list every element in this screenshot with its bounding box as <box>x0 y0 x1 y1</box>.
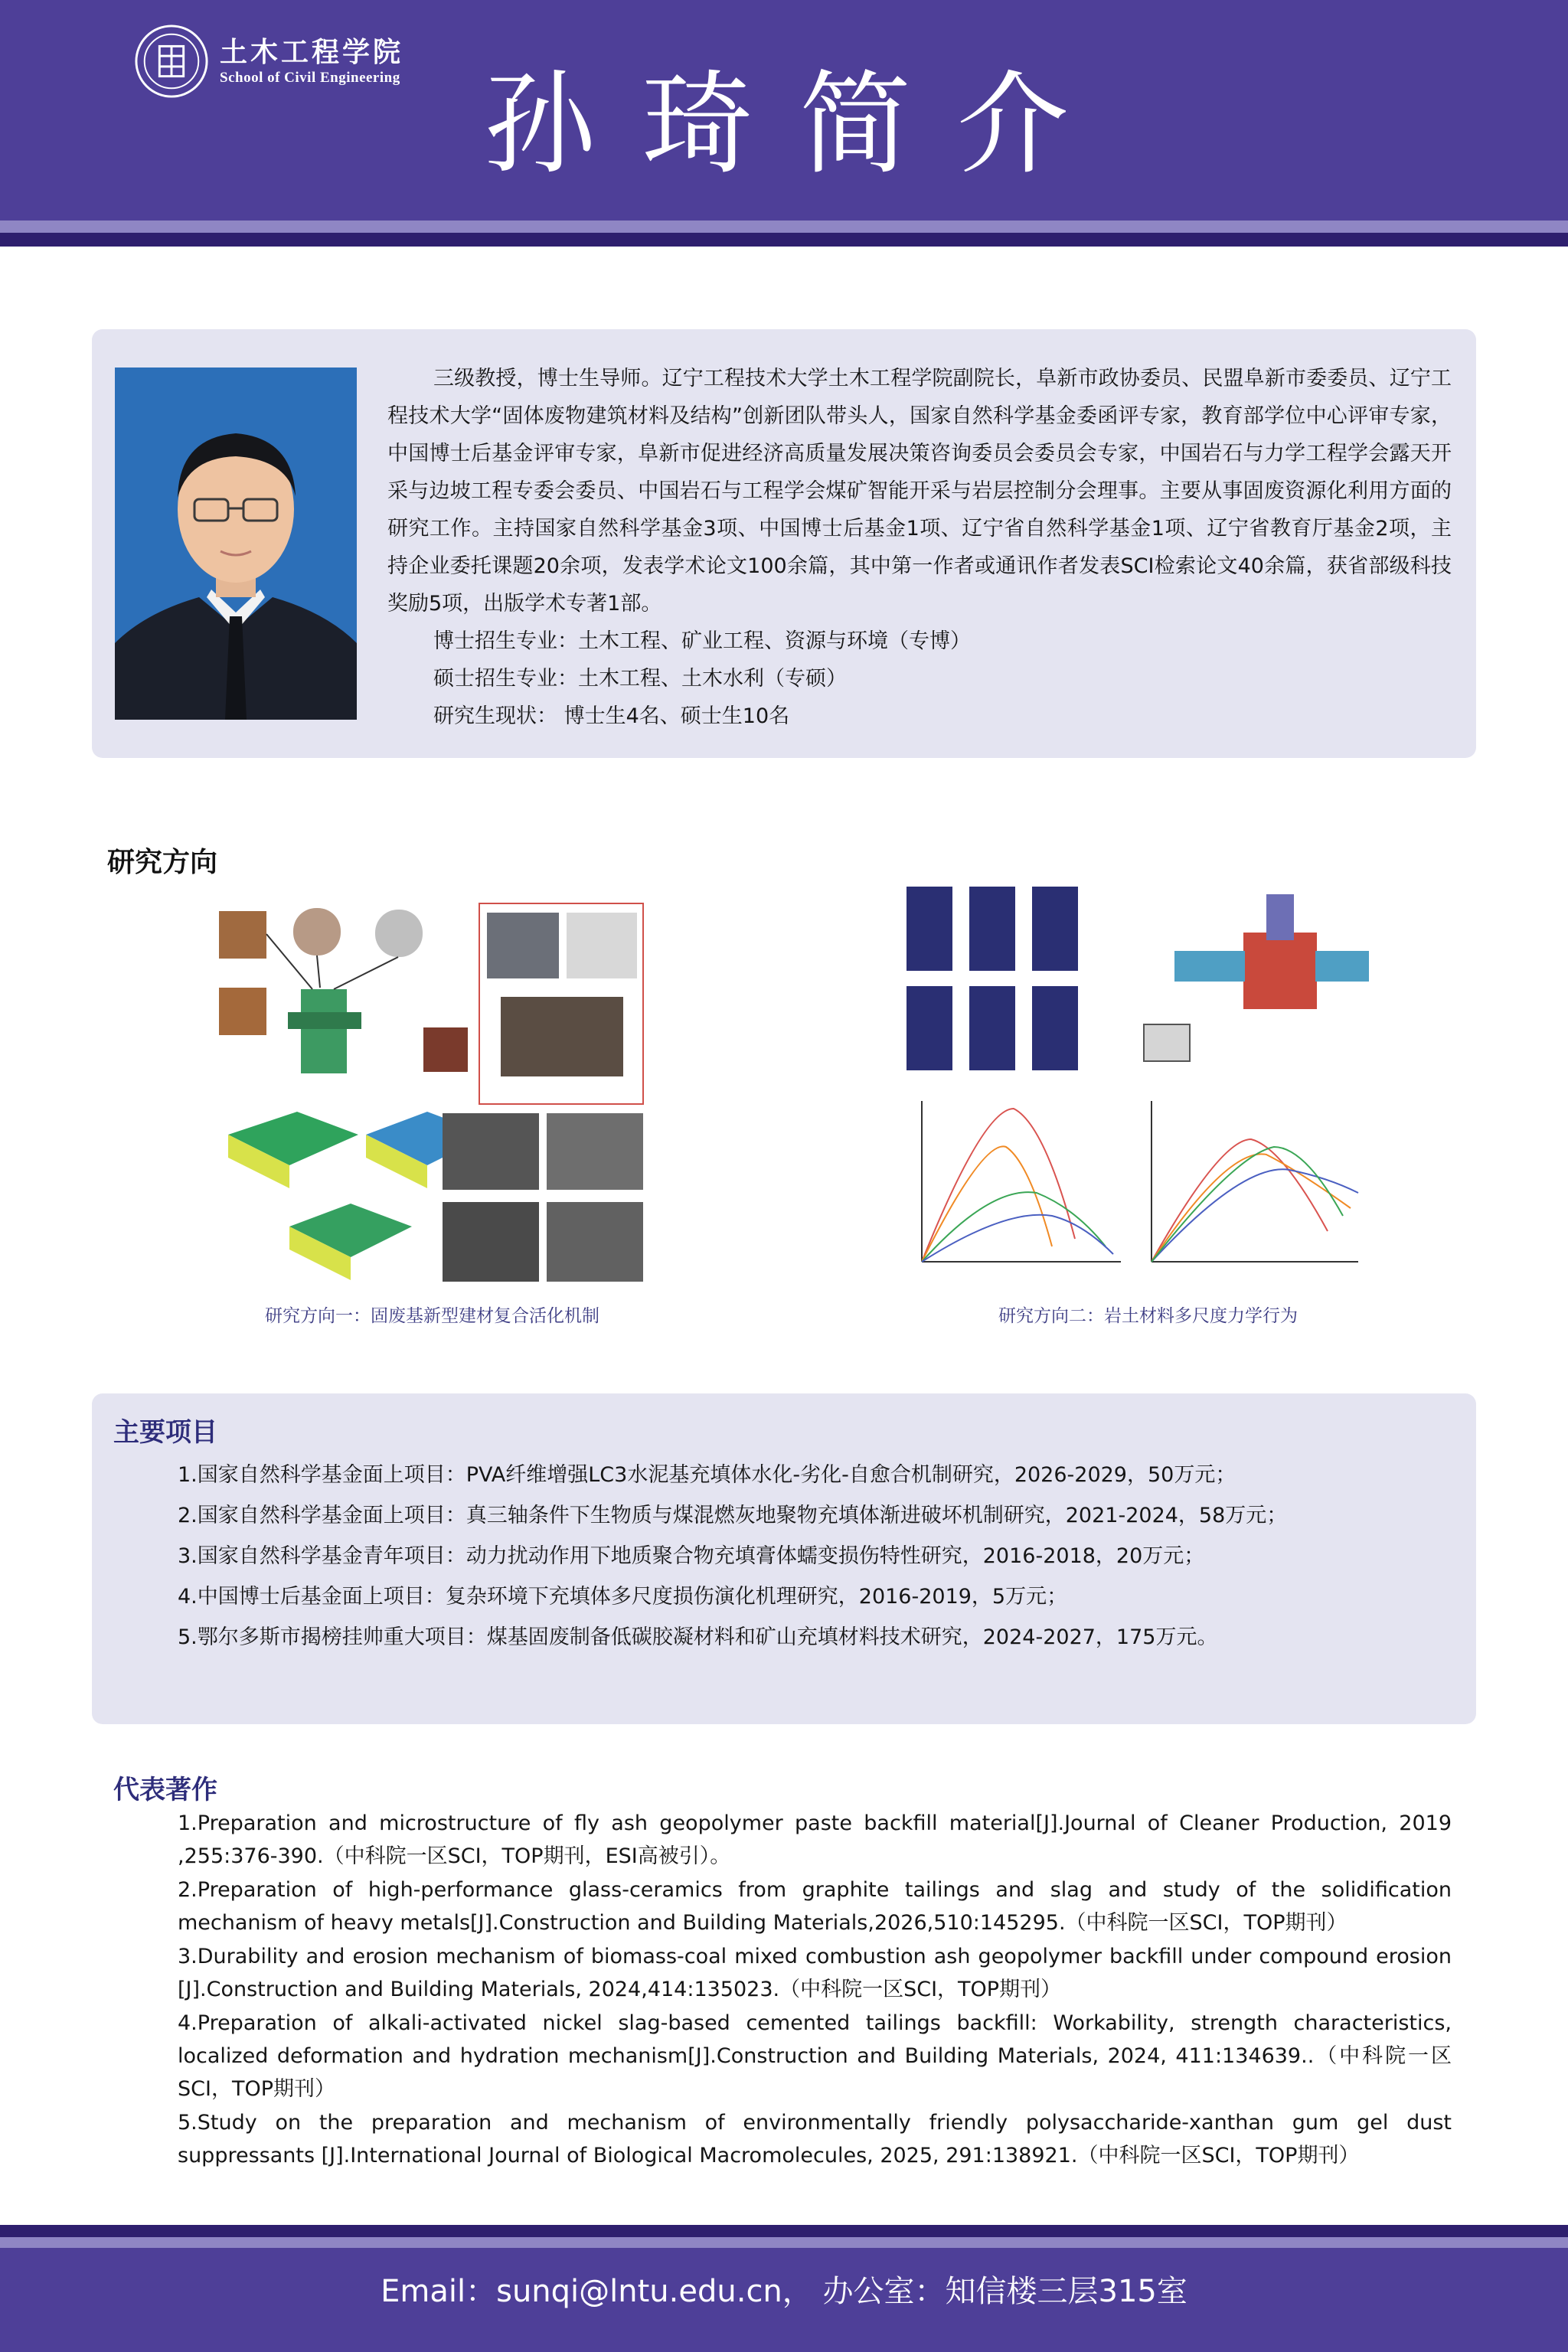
logo-english-name: School of Civil Engineering <box>220 70 400 86</box>
project-item: 4.中国博士后基金面上项目：复杂环境下充填体多尺度损伤演化机理研究，2016-2019，5万元； <box>178 1585 1068 1609</box>
project-item: 2.国家自然科学基金面上项目：真三轴条件下生物质与煤混燃灰地聚物充填体渐进破坏机制研究，2021-2024，58万元； <box>178 1504 1288 1527</box>
footer-stripe <box>0 2237 1568 2248</box>
publication-item: 2.Preparation of high-performance glass-ceramics from graphite tailings and slag and study of the solidification mechanism of heavy metals[J].Construction and Building Materials,2026,510:145295.（中科院一区SCI，TOP期刊） <box>178 1878 1452 1935</box>
project-item: 5.鄂尔多斯市揭榜挂帅重大项目：煤基固废制备低碳胶凝材料和矿山充填材料技术研究，2024-2027，175万元。 <box>178 1625 1218 1649</box>
project-item: 1.国家自然科学基金面上项目：PVA纤维增强LC3水泥基充填体水化-劣化-自愈合机制研究，2026-2029，50万元； <box>178 1463 1236 1487</box>
header-stripe-dark <box>0 233 1568 247</box>
contact-info: Email：sunqi@lntu.edu.cn， 办公室：知信楼三层315室 <box>381 2274 1187 2309</box>
research-heading: 研究方向 <box>107 847 218 878</box>
publication-item: 1.Preparation and microstructure of fly ash geopolymer paste backfill material[J].Journal of Cleaner Production, 2019 ,255:376-390.（中科院一区SCI，TOP期刊，ESI高被引）。 <box>178 1811 1452 1868</box>
header-stripe <box>0 220 1568 233</box>
publication-item: 5.Study on the preparation and mechanism of environmentally friendly polysaccharide-xanthan gum gel dust suppressants [J].International Journal of Biological Macromolecules, 2025, 291:138921.（中科院一区SCI，TOP期刊） <box>178 2111 1452 2167</box>
projects-list <box>178 1455 1449 1658</box>
portrait-photo <box>115 368 357 720</box>
research-caption-two: 研究方向二：岩土材料多尺度力学行为 <box>998 1306 1298 1326</box>
research-figure-two <box>899 879 1374 1292</box>
projects-heading: 主要项目 <box>113 1417 217 1448</box>
publications-heading: 代表著作 <box>113 1775 217 1805</box>
publications-list <box>178 1807 1452 2173</box>
bio-text <box>387 360 1452 735</box>
publication-item: 3.Durability and erosion mechanism of biomass-coal mixed combustion ash geopolymer backfill under compound erosion [J].Construction and Building Materials, 2024,414:135023.（中科院一区SCI，TOP期刊） <box>178 1945 1452 2001</box>
footer-stripe-dark <box>0 2225 1568 2237</box>
research-figure-one <box>205 897 649 1295</box>
master-majors: 硕士招生专业：土木工程、土木水利（专硕） <box>433 667 847 691</box>
student-status: 研究生现状： 博士生4名、硕士生10名 <box>433 704 790 728</box>
publication-item: 4.Preparation of alkali-activated nickel slag-based cemented tailings backfill: Workability, strength characteristics, localized deformation and hydration mechanism[J].Construction and Building Materials, 2024, 411:134639..（中科院一区SCI，TOP期刊） <box>178 2011 1452 2101</box>
bio-intro: 三级教授，博士生导师。辽宁工程技术大学土木工程学院副院长，阜新市政协委员、民盟阜新市委委员、辽宁工程技术大学“固体废物建筑材料及结构”创新团队带头人，国家自然科学基金委函评专家，教育部学位中心评审专家，中国博士后基金评审专家，阜新市促进经济高质量发展决策咨询委员会委员会专家，中国岩石与力学工程学会露天开采与边坡工程专委会委员、中国岩石与工程学会煤矿智能开采与岩层控制分会理事。主要从事固废资源化利用方面的研究工作。主持国家自然科学基金3项、中国博士后基金1项、辽宁省自然科学基金1项、辽宁省教育厅基金2项，主持企业委托课题20余项，发表学术论文100余篇，其中第一作者或通讯作者发表SCI检索论文40余篇，获省部级科技奖励5项，出版学术专著1部。 <box>387 367 1452 616</box>
project-item: 3.国家自然科学基金青年项目：动力扰动作用下地质聚合物充填膏体蠕变损伤特性研究，2016-2018，20万元； <box>178 1544 1205 1568</box>
logo-chinese-name: 土木工程学院 <box>220 36 404 68</box>
phd-majors: 博士招生专业：土木工程、矿业工程、资源与环境（专博） <box>433 629 971 653</box>
research-caption-one: 研究方向一：固废基新型建材复合活化机制 <box>265 1306 599 1326</box>
page-title: 孙琦简介 <box>484 60 1115 190</box>
